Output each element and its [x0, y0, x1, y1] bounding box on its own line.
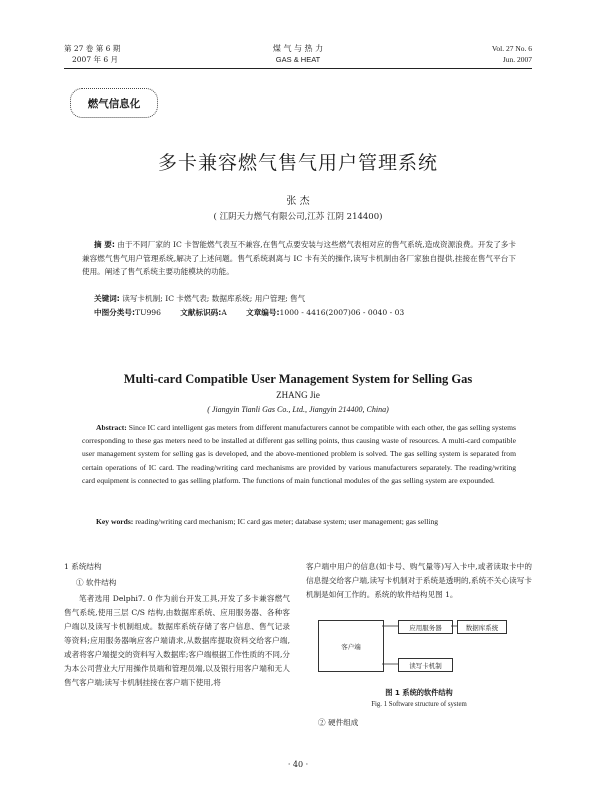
- abstract-en: [82, 421, 516, 487]
- section-1-heading: 1 系统结构: [64, 562, 102, 571]
- figure-box-client: [318, 620, 384, 672]
- author-en: ZHANG Jie: [276, 390, 320, 400]
- journal-name-cn: 煤 气 与 热 力: [272, 44, 324, 53]
- journal-date: 2007 年 6 月: [72, 55, 119, 64]
- clc-label: 中图分类号:: [94, 308, 136, 317]
- body-left-paragraph: 笔者选用 Delphi7. 0 作为前台开发工具,开发了多卡兼容燃气售气系统,使用三层 C/S 结构,由数据库系统、应用服务器、各种客户端以及读写卡机制组成。数据库系统存储了客户信息、售气记录等资料;应用服务器响应客户端请求,从数据库提取资料交给客户端,或者将客户端提交的资料写入数据库;客户端根据工作性质的不同,分为本公司营业大厅用操作员端和管理员端,以及银行用客户端和无人售气客户端;读写卡机制挂接在客户端下使用,将: [64, 594, 290, 687]
- figure-1-diagram: [318, 620, 528, 670]
- author-cn: 张 杰: [286, 196, 310, 207]
- abstract-cn: [82, 238, 516, 279]
- affiliation-en: ( Jiangyin Tianli Gas Co., Ltd., Jiangyin 214400, China): [207, 405, 389, 414]
- classification: [94, 306, 516, 320]
- section-badge: [70, 88, 158, 118]
- keywords-en: [82, 515, 516, 528]
- body-right-paragraph: 客户端中用户的信息(如卡号、购气量等)写入卡中,或者读取卡中的信息提交给客户端,读写卡机制对于系统是透明的,系统不关心读写卡机制是如何工作的。系统的软件结构见图 1。: [306, 562, 532, 599]
- section-badge-label: 燃气信息化: [87, 97, 141, 110]
- doc-code-label: 文献标识码:: [180, 308, 222, 317]
- abstract-cn-text: 由于不同厂家的 IC 卡智能燃气表互不兼容,在售气点要安装与这些燃气表相对应的售气系统,造成资源浪费。开发了多卡兼容燃气售气用户管理系统,解决了上述问题。售气系统剥离与 IC 卡有关的操作,读写卡机制由各厂家独自提供,挂接在售气平台下使用。阐述了售气系统主要功能模块的功能。: [82, 240, 516, 277]
- journal-volume-issue: 第 27 卷 第 6 期: [64, 44, 121, 53]
- figure-box-database: [457, 620, 507, 634]
- figure-label-app-server: 应用服务器: [409, 623, 442, 632]
- journal-date-en: Jun. 2007: [502, 55, 532, 64]
- subsection-hardware-heading: ② 硬件组成: [318, 718, 359, 727]
- keywords-en-label: Key words:: [96, 517, 134, 526]
- figure-box-app-server: [398, 620, 453, 634]
- abstract-en-label: Abstract:: [96, 423, 127, 432]
- page-title: 多卡兼容燃气售气用户管理系统: [157, 152, 438, 174]
- figure-1-caption-cn: 图 1 系统的软件结构: [385, 688, 453, 697]
- abstract-en-text: Since IC card intelligent gas meters from different manufacturers cannot be compatible with each other, the gas selling systems corresponding to these gas meters need to be installed at different gas selling points, thus causing waste of resources. A multi-card compatible user management system for selling gas is developed, and the above-mentioned problem is solved. The gas selling system is separated from certain operations of IC card. The reading/writing card mechanisms are provided by various manufacturers separately. The reading/writing card equipment is connected to gas selling platform. The functions of main functional modules of the gas selling system are expounded.: [82, 423, 516, 485]
- figure-label-database: 数据库系统: [465, 623, 499, 632]
- keywords-cn-label: 关键词:: [94, 294, 120, 303]
- figure-label-rw-mechanism: 读写卡机制: [409, 661, 442, 670]
- article-number-value: 1000 - 4416(2007)06 - 0040 - 03: [279, 308, 405, 317]
- journal-volume-en: Vol. 27 No. 6: [491, 44, 532, 53]
- abstract-cn-label: 摘 要:: [94, 240, 115, 249]
- doc-code-value: A: [221, 308, 227, 317]
- header-rule: [64, 68, 532, 69]
- keywords-cn-text: 读写卡机制; IC 卡燃气表; 数据库系统; 用户管理; 售气: [122, 294, 306, 303]
- journal-name-en: GAS & HEAT: [275, 55, 321, 64]
- article-number-label: 文章编号:: [246, 308, 280, 317]
- keywords-en-text: reading/writing card mechanism; IC card gas meter; database system; user management; gas selling: [135, 517, 439, 526]
- figure-1-caption-en: Fig. 1 Software structure of system: [371, 701, 467, 708]
- clc-value: TU996: [135, 308, 161, 317]
- page-number: · 40 ·: [287, 760, 309, 769]
- figure-box-rw-mechanism: [398, 658, 453, 672]
- affiliation-cn: ( 江阴天力燃气有限公司,江苏 江阴 214400): [213, 212, 383, 222]
- keywords-cn: [94, 292, 516, 306]
- figure-label-client: 客户端: [341, 642, 361, 651]
- subsection-software-heading: ① 软件结构: [76, 578, 117, 587]
- english-title: Multi-card Compatible User Management System for Selling Gas: [123, 372, 473, 386]
